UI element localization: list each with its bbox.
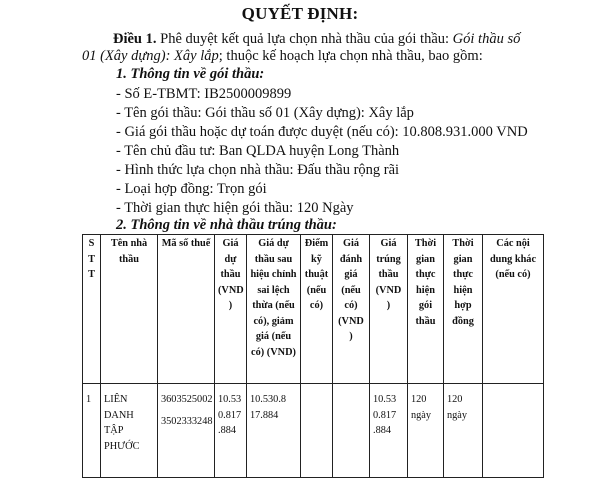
article-text-2: ; thuộc kế hoạch lựa chọn nhà thầu, bao gồm:	[218, 48, 483, 64]
header-tax-code: Mã số thuế	[158, 235, 215, 384]
info-duration: - Thời gian thực hiện gói thầu: 120 Ngày	[116, 200, 354, 216]
article-line-2	[82, 47, 483, 65]
header-eval-price: Giá đánh giá (nếu có) (VND )	[333, 235, 370, 384]
cell-tech-score	[301, 384, 333, 478]
winning-bidder-table	[82, 234, 544, 478]
article-line-1	[113, 30, 520, 48]
info-contract-type: - Loại hợp đồng: Trọn gói	[116, 181, 267, 197]
info-selection-method: - Hình thức lựa chọn nhà thầu: Đấu thầu rộng rãi	[116, 162, 400, 178]
header-package-time: Thời gian thực hiện gói thầu	[408, 235, 444, 384]
info-package-price: - Giá gói thầu hoặc dự toán được duyệt (nếu có): 10.808.931.000 VND	[116, 124, 528, 140]
cell-stt: 1	[83, 384, 101, 478]
cell-contractor-name: LIÊN DANH TẬP PHƯỚC	[101, 384, 158, 478]
header-contractor-name: Tên nhà thầu	[101, 235, 158, 384]
header-tech-score: Điểm kỹ thuật (nếu có)	[301, 235, 333, 384]
header-adjusted-price: Giá dự thầu sau hiệu chỉnh sai lệch thừa (nếu có), giảm giá (nếu có) (VND)	[247, 235, 301, 384]
package-name-part-2: 01 (Xây dựng): Xây lắp	[82, 48, 219, 64]
table-row	[83, 384, 544, 478]
package-name-part-1: Gói thầu số	[452, 31, 521, 47]
decision-heading: QUYẾT ĐỊNH:	[241, 4, 359, 23]
article-text-1: Phê duyệt kết quả lựa chọn nhà thầu của gói thầu:	[156, 31, 453, 47]
header-bid-price: Giá dự thầu (VND )	[215, 235, 247, 384]
cell-bid-price: 10.53 0.817 .884	[215, 384, 247, 478]
article-label: Điều 1.	[113, 31, 157, 47]
tax-code-1: 3603525002	[161, 394, 213, 405]
cell-tax-code	[158, 384, 215, 478]
tax-code-2: 3502333248	[161, 415, 213, 427]
header-other: Các nội dung khác (nếu có)	[483, 235, 544, 384]
section-1-title: 1. Thông tin về gói thầu:	[116, 66, 265, 82]
cell-contract-time: 120 ngày	[444, 384, 483, 478]
cell-winning-price: 10.53 0.817 .884	[370, 384, 408, 478]
cell-package-time: 120 ngày	[408, 384, 444, 478]
cell-other	[483, 384, 544, 478]
section-2-title: 2. Thông tin về nhà thầu trúng thầu:	[116, 217, 337, 233]
cell-eval-price	[333, 384, 370, 478]
header-contract-time: Thời gian thực hiện hợp đồng	[444, 235, 483, 384]
info-investor: - Tên chủ đầu tư: Ban QLDA huyện Long Thành	[116, 143, 400, 159]
info-package-name: - Tên gói thầu: Gói thầu số 01 (Xây dựng): Xây lắp	[116, 105, 414, 121]
cell-adjusted-price: 10.530.8 17.884	[247, 384, 301, 478]
info-e-tbmt: - Số E-TBMT: IB2500009899	[116, 86, 292, 102]
table-header-row	[83, 235, 544, 384]
header-winning-price: Giá trúng thầu (VND )	[370, 235, 408, 384]
header-stt: S T T	[83, 235, 101, 384]
